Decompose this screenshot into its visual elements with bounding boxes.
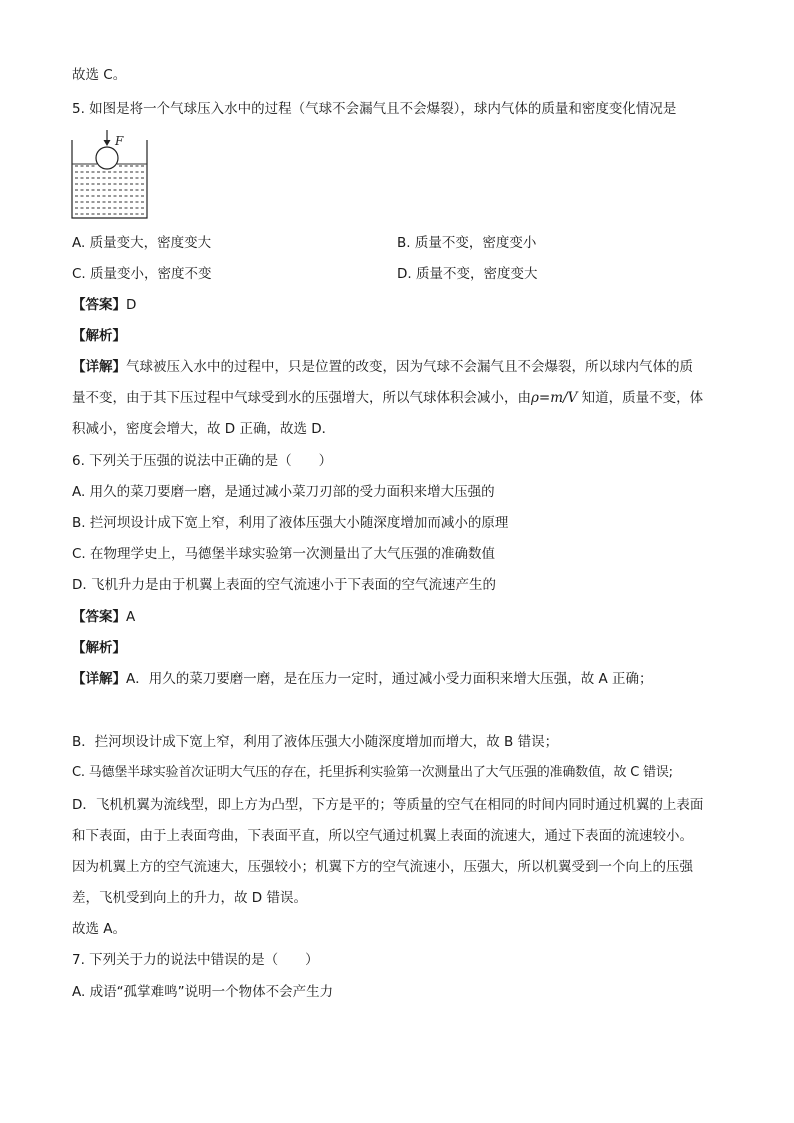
q6-option-c: C. 在物理学史上，马德堡半球实验第一次测量出了大气压强的准确数值 [72, 546, 496, 562]
q6-detail-d-3: 因为机翼上方的空气流速大，压强较小；机翼下方的空气流速小，压强大，所以机翼受到一个向上的压强 [72, 859, 693, 875]
balloon-in-water-diagram [70, 128, 150, 223]
detail-text: 知道，质量不变，体 [577, 390, 704, 406]
detail-text: 量不变，由于其下压过程中气球受到水的压强增大，所以气球体积会减小，由 [72, 390, 531, 406]
q6-detail-d-2: 和下表面，由于上表面弯曲，下表面平直，所以空气通过机翼上表面的流速大，通过下表面的流速较小。 [72, 828, 693, 844]
question-7-stem: 7. 下列关于力的说法中错误的是（ ） [72, 952, 319, 968]
q6-detail-a [72, 670, 653, 688]
detail-tag: 【详解】 [72, 671, 126, 687]
answer-value: D [126, 297, 137, 313]
detail-tag: 【详解】 [72, 359, 126, 375]
q6-detail-c: C. 马德堡半球实验首次证明大气压的存在，托里拆利实验第一次测量出了大气压强的准确数值，故 C 错误; [72, 765, 673, 780]
text-line: 故选 C。 [72, 67, 127, 83]
balloon [96, 147, 118, 169]
answer-tag: 【答案】 [72, 297, 126, 313]
q5-analysis-tag: 【解析】 [72, 328, 126, 344]
q5-option-b: B. 质量不变，密度变小 [397, 235, 537, 251]
q5-option-a: A. 质量变大，密度变大 [72, 235, 212, 251]
q6-detail-b: B．拦河坝设计成下宽上窄，利用了液体压强大小随深度增加而增大，故 B 错误； [72, 734, 559, 750]
question-5-stem: 5. 如图是将一个气球压入水中的过程（气球不会漏气且不会爆裂），球内气体的质量和密度变化情况是 [72, 101, 677, 117]
q6-option-b: B. 拦河坝设计成下宽上窄，利用了液体压强大小随深度增加而减小的原理 [72, 515, 509, 531]
force-arrow-head [104, 140, 111, 146]
answer-tag: 【答案】 [72, 609, 126, 625]
q6-analysis-tag: 【解析】 [72, 640, 126, 656]
q5-detail-line-2 [72, 389, 703, 407]
q6-conclusion: 故选 A。 [72, 921, 127, 937]
q6-detail-d-4: 差，飞机受到向上的升力，故 D 错误。 [72, 890, 307, 906]
q6-answer [72, 608, 135, 626]
q6-option-d: D. 飞机升力是由于机翼上表面的空气流速小于下表面的空气流速产生的 [72, 577, 496, 593]
q5-detail-line-1 [72, 358, 693, 376]
q5-answer [72, 296, 136, 314]
question-6-stem: 6. 下列关于压强的说法中正确的是（ ） [72, 453, 333, 469]
water-hatching [75, 166, 145, 214]
q6-option-a: A. 用久的菜刀要磨一磨，是通过减小菜刀刃部的受力面积来增大压强的 [72, 484, 495, 500]
force-label: F [115, 134, 124, 148]
density-formula: ρ=m/V [531, 390, 578, 406]
q5-detail-line-3: 积减小，密度会增大，故 D 正确，故选 D． [72, 421, 336, 437]
detail-text: A．用久的菜刀要磨一磨，是在压力一定时，通过减小受力面积来增大压强，故 A 正确； [126, 671, 653, 687]
q5-option-c: C. 质量变小，密度不变 [72, 266, 212, 282]
q5-option-d: D. 质量不变，密度变大 [397, 266, 538, 282]
detail-text: 气球被压入水中的过程中，只是位置的改变，因为气球不会漏气且不会爆裂，所以球内气体的质 [126, 359, 693, 375]
q7-option-a: A. 成语“孤掌难鸣”说明一个物体不会产生力 [72, 984, 334, 1000]
answer-value: A [126, 609, 136, 625]
q6-detail-d-1: D．飞机机翼为流线型，即上方为凸型，下方是平的；等质量的空气在相同的时间内同时通过机翼的上表面 [72, 797, 704, 813]
